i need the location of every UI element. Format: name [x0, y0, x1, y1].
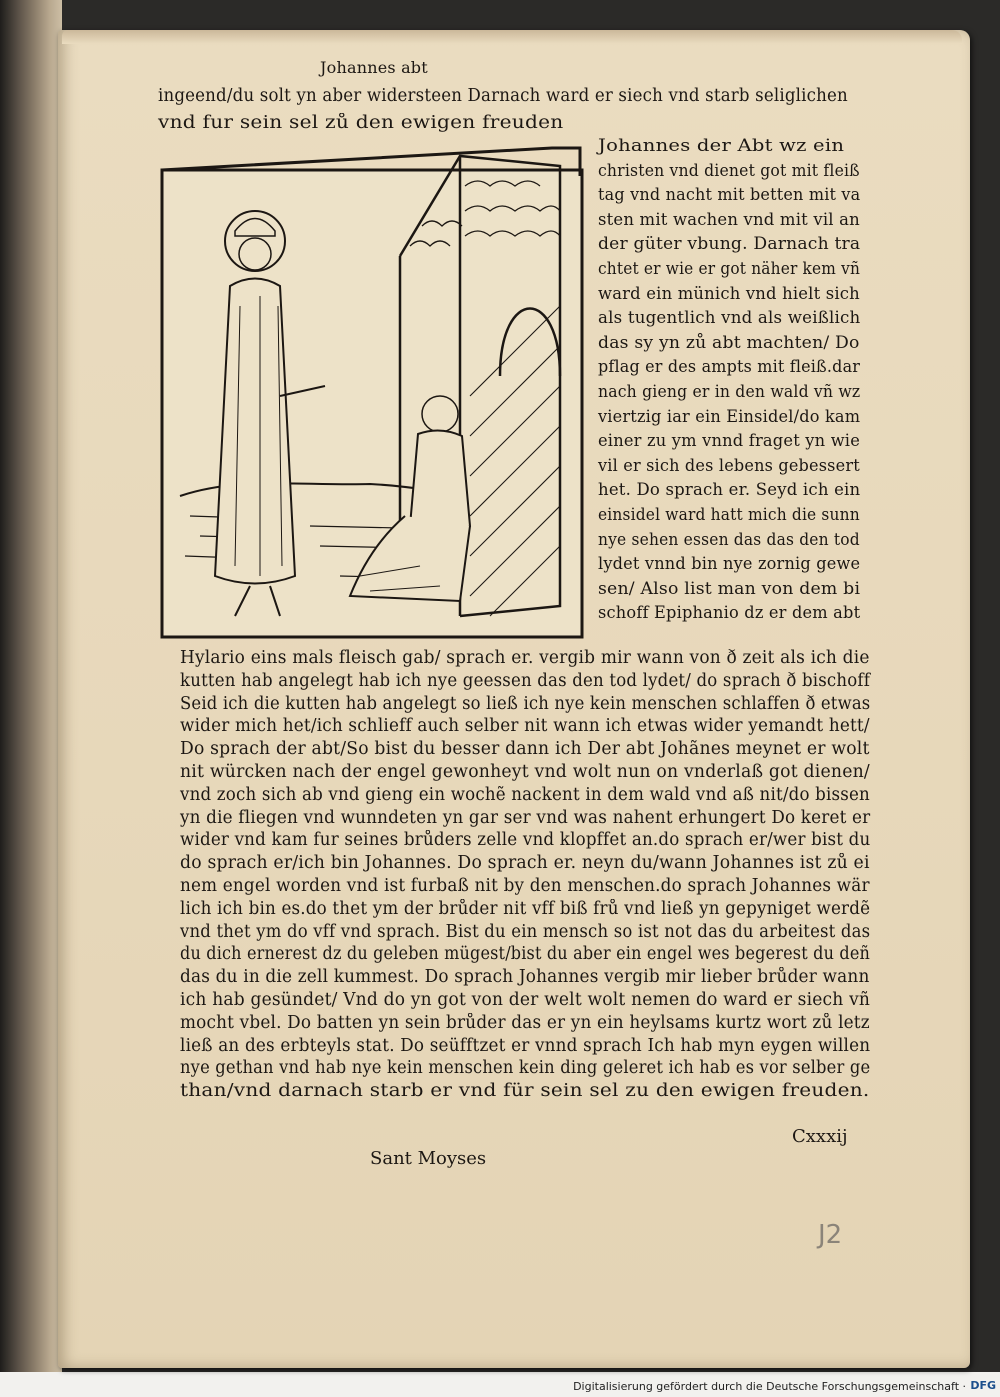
text-main-line: Do sprach der abt/So bist du besser dann ich Der abt Johãnes meynet er wolt	[180, 739, 870, 760]
next-chapter-heading: Sant Moyses	[370, 1148, 487, 1169]
text-main-line: do sprach er/ich bin Johannes. Do sprach er. neyn du/wann Johannes ist zů ei	[180, 853, 870, 874]
text-right-line: tag vnd nacht mit betten mit va	[598, 185, 861, 206]
text-main-line: Hylario eins mals fleisch gab/ sprach er. vergib mir wann von ð zeit als ich die	[180, 648, 870, 668]
text-main-line: wider vnd kam fur seines brůders zelle vnd klopffet an.do sprach er/wer bist du	[180, 830, 871, 851]
text-right-line: als tugentlich vnd als weißlich	[598, 308, 861, 329]
text-main-line: vnd thet ym do vff vnd sprach. Bist du ein mensch so ist not das du arbeitest das	[180, 921, 871, 942]
text-main-line: das du in die zell kummest. Do sprach Johannes vergib mir lieber brůder wann	[180, 967, 870, 988]
text-right-line: christen vnd dienet got mit fleiß	[598, 160, 860, 181]
text-right-line: einer zu ym vnnd fraget yn wie	[598, 431, 860, 452]
page-top-edge	[62, 30, 962, 44]
text-top-line: ingeend/du solt yn aber widersteen Darnach ward er siech vnd starb seliglichen	[158, 86, 848, 106]
text-right-line: lydet vnnd bin nye zornig gewe	[598, 554, 861, 575]
text-right-line: sten mit wachen vnd mit vil an	[598, 209, 860, 230]
text-right-line: schoff Epiphanio dz er dem abt	[598, 603, 861, 624]
text-main-line: ich hab gesündet/ Vnd do yn got von der welt wolt nemen do ward er siech vñ	[180, 990, 871, 1010]
running-title: Johannes abt	[320, 58, 428, 77]
text-right-line: nye sehen essen das das den tod	[598, 529, 860, 550]
text-main-line: than/vnd darnach starb er vnd für sein sel zu den ewigen freuden.	[180, 1081, 870, 1102]
text-main-line: kutten hab angelegt hab ich nye geessen das den tod lydet/ do sprach ð bischoff	[180, 670, 871, 691]
text-main-line: nye gethan vnd hab nye kein menschen kein ding geleret ich hab es vor selber ge	[180, 1058, 871, 1079]
text-right-line: nach gieng er in den wald vñ wz	[598, 382, 861, 402]
woodcut-illustration	[160, 146, 586, 639]
text-right-line: het. Do sprach er. Seyd ich ein	[598, 480, 861, 501]
digitization-credit: Digitalisierung gefördert durch die Deutsche Forschungsgemeinschaft ·	[573, 1380, 966, 1393]
text-main-line: Seid ich die kutten hab angelegt so ließ ich nye kein menschen schlaffen ð etwas	[180, 693, 871, 714]
text-main-line: yn die fliegen vnd wunndeten yn gar ser vnd was nahent erhungert Do keret er	[180, 807, 871, 828]
book-gutter	[0, 0, 62, 1372]
text-main-line: mocht vbel. Do batten yn sein brůder das er yn ein heylsams kurtz wort zů letz	[180, 1012, 870, 1033]
text-main-line: ließ an des erbteyls stat. Do seüfftzet er vnnd sprach Ich hab myn eygen willen	[180, 1035, 871, 1056]
text-right-line: sen/ Also list man von dem bi	[598, 578, 861, 599]
folio-number: Cxxxij	[792, 1126, 848, 1147]
text-top-line: vnd fur sein sel zů den ewigen freuden	[158, 113, 564, 133]
text-main-line: du dich ernerest dz du geleben mügest/bist du aber ein engel wes begerest du deñ	[180, 944, 870, 965]
text-right-line: chtet er wie er got näher kem vñ	[598, 259, 861, 279]
text-main-line: wider mich het/ich schlieff auch selber nit wann ich etwas wider yemandt hett/	[180, 716, 870, 737]
text-main-line: nit würcken nach der engel gewonheyt vnd wolt nun on vnderlaß got dienen/	[180, 762, 870, 782]
text-main-line: vnd zoch sich ab vnd gieng ein wochẽ nackent in dem wald vnd aß nit/do bissen	[180, 784, 870, 805]
text-right-line: ward ein münich vnd hielt sich	[598, 283, 860, 304]
text-right-line: viertzig iar ein Einsidel/do kam	[598, 406, 861, 427]
dfg-logo: DFG	[970, 1379, 996, 1392]
text-main-line: nem engel worden vnd ist furbaß nit by den menschen.do sprach Johannes wär	[180, 876, 870, 896]
text-right-line: das sy yn zů abt machten/ Do	[598, 332, 860, 353]
text-right-line: pflag er des ampts mit fleiß.dar	[598, 357, 861, 378]
text-right-line: vil er sich des lebens gebessert	[598, 455, 860, 476]
text-right-line: einsidel ward hatt mich die sunn	[598, 505, 860, 525]
text-right-line: der güter vbung. Darnach tra	[598, 234, 861, 255]
text-right-line: Johannes der Abt wz ein	[598, 136, 845, 156]
pencil-signature-mark: J2	[818, 1220, 843, 1250]
text-main-line: lich ich bin es.do thet ym der brůder nit vff biß frů vnd ließ yn gepyniget werdẽ	[180, 898, 871, 919]
